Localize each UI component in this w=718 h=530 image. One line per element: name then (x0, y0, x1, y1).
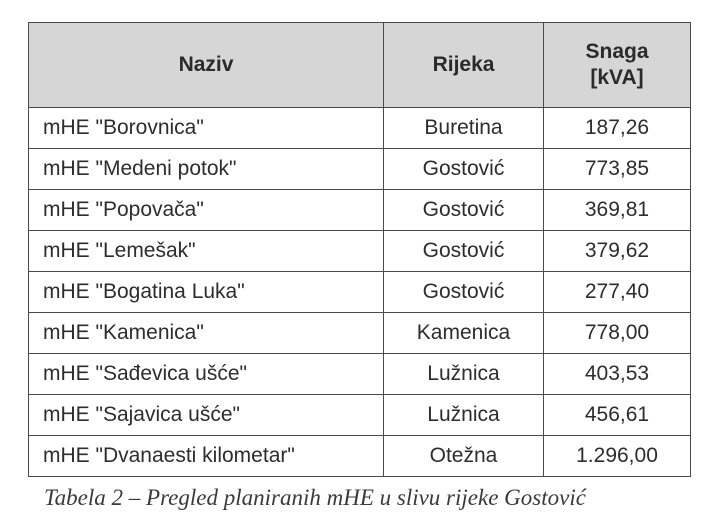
cell-name: mHE "Bogatina Luka" (29, 272, 384, 313)
table-row (29, 108, 691, 149)
cell-power: 187,26 (544, 108, 691, 149)
table-row (29, 354, 691, 395)
cell-power: 379,62 (544, 231, 691, 272)
header-power-unit: [kVA] (590, 66, 644, 89)
cell-power: 277,40 (544, 272, 691, 313)
cell-power: 369,81 (544, 190, 691, 231)
cell-river: Lužnica (384, 395, 544, 436)
cell-name: mHE "Dvanaesti kilometar" (29, 436, 384, 477)
cell-river: Lužnica (384, 354, 544, 395)
cell-name: mHE "Borovnica" (29, 108, 384, 149)
table-row (29, 149, 691, 190)
cell-power: 456,61 (544, 395, 691, 436)
cell-name: mHE "Medeni potok" (29, 149, 384, 190)
header-power (544, 23, 691, 108)
hydropower-table (28, 22, 691, 477)
table-row (29, 313, 691, 354)
cell-name: mHE "Sađevica ušće" (29, 354, 384, 395)
header-name: Naziv (29, 23, 384, 108)
cell-river: Buretina (384, 108, 544, 149)
cell-river: Kamenica (384, 313, 544, 354)
cell-river: Gostović (384, 190, 544, 231)
cell-name: mHE "Sajavica ušće" (29, 395, 384, 436)
table-row (29, 231, 691, 272)
hydropower-table-container (28, 22, 690, 477)
cell-river: Otežna (384, 436, 544, 477)
table-row (29, 395, 691, 436)
cell-river: Gostović (384, 149, 544, 190)
header-river: Rijeka (384, 23, 544, 108)
cell-power: 773,85 (544, 149, 691, 190)
cell-name: mHE "Kamenica" (29, 313, 384, 354)
table-row (29, 190, 691, 231)
table-row (29, 436, 691, 477)
cell-power: 1.296,00 (544, 436, 691, 477)
cell-name: mHE "Popovača" (29, 190, 384, 231)
cell-power: 778,00 (544, 313, 691, 354)
cell-river: Gostović (384, 231, 544, 272)
table-row (29, 272, 691, 313)
table-caption: Tabela 2 – Pregled planiranih mHE u slivu rijeke Gostović (44, 485, 586, 510)
cell-river: Gostović (384, 272, 544, 313)
cell-name: mHE "Lemešak" (29, 231, 384, 272)
table-header-row (29, 23, 691, 108)
header-power-label: Snaga (585, 40, 649, 63)
cell-power: 403,53 (544, 354, 691, 395)
